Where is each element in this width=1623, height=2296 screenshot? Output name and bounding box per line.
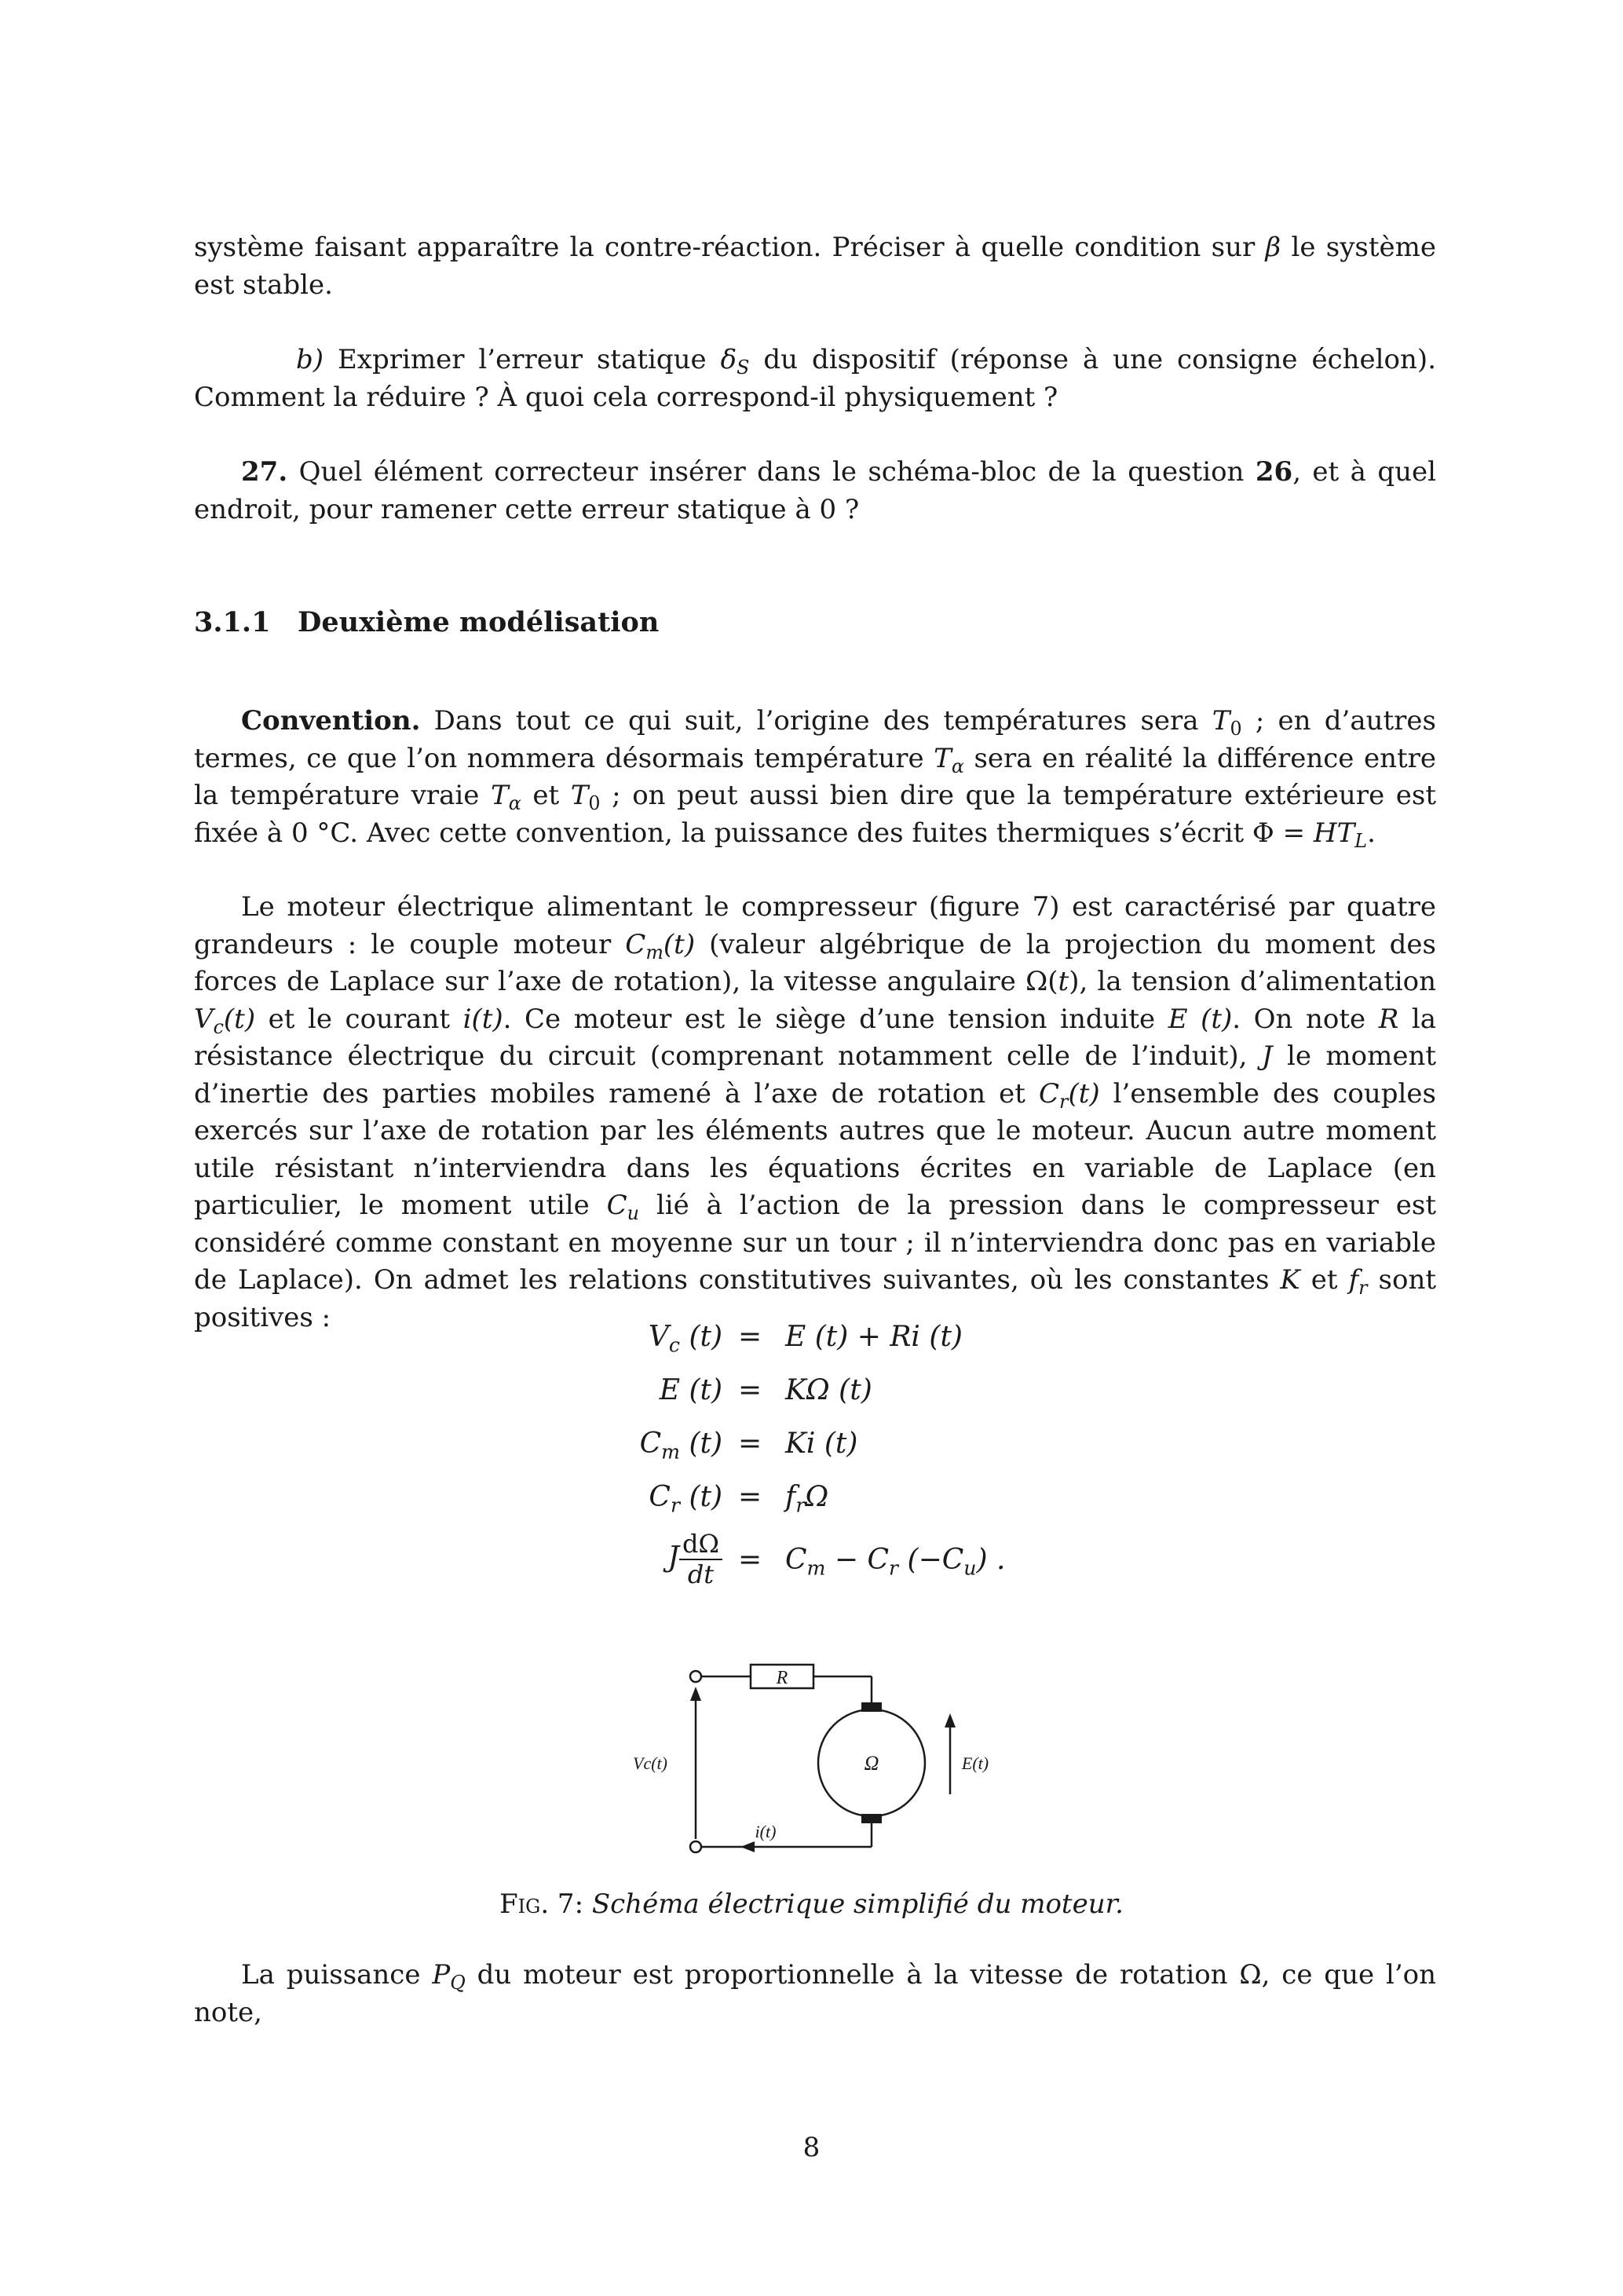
symbol: KΩ (t) <box>785 1374 872 1406</box>
symbol: (t) <box>223 1003 256 1035</box>
subscript: α <box>951 755 964 777</box>
emf-arrowhead <box>945 1713 956 1727</box>
terminal-top <box>690 1671 701 1682</box>
section-number: 3.1.1 <box>194 606 271 638</box>
motor-label: Ω <box>864 1752 879 1775</box>
brush-bottom <box>861 1814 882 1823</box>
text: Quel élément correcteur insérer dans le schéma-bloc de la question <box>287 456 1256 488</box>
text: , et à quel endroit, pour ramener cette erreur statique à 0 ? <box>194 456 1436 525</box>
subscript: r <box>889 1556 899 1580</box>
question-ref: 26 <box>1255 456 1293 488</box>
symbol: T <box>570 780 589 811</box>
symbol: C <box>639 1428 662 1460</box>
subscript: u <box>963 1556 977 1580</box>
symbol: HT <box>1313 817 1355 849</box>
symbol: t <box>1058 966 1069 997</box>
paragraph-stability <box>194 229 1436 304</box>
fraction-numerator: dΩ <box>679 1530 722 1560</box>
symbol: P <box>432 1959 451 1991</box>
symbol: (t) <box>680 1428 722 1460</box>
symbol: (t) <box>1187 1003 1233 1035</box>
current-label: i(t) <box>755 1822 777 1841</box>
subscript: m <box>645 941 663 963</box>
subscript: c <box>668 1333 680 1357</box>
subscript: r <box>670 1493 680 1517</box>
text: lié à l’action de la pression dans le compresseur est considéré comme constant en moyenne sur un tour ; il n’interviendra donc pas en variable de Laplace). On admet les relations constitutives suivantes, où les constantes <box>194 1190 1436 1296</box>
section-title: Deuxième modélisation <box>298 606 660 638</box>
text: Le moteur électrique alimentant le compresseur (figure 7) est caractérisé par quatre grandeurs : le couple moteur <box>194 891 1436 960</box>
symbol: (t) <box>680 1321 722 1353</box>
subscript: r <box>795 1493 806 1517</box>
symbol: T <box>491 780 509 811</box>
page-number: 8 <box>802 2132 821 2163</box>
motor-paragraph <box>194 889 1436 1336</box>
text: le système est stable. <box>194 232 1436 301</box>
symbol: C <box>1039 1077 1060 1110</box>
text: La puissance <box>241 1959 433 1991</box>
beta-symbol: β <box>1265 232 1281 263</box>
section-heading <box>194 606 659 638</box>
emf-label: E(t) <box>961 1753 989 1773</box>
symbol: C <box>649 1481 671 1513</box>
terminal-bottom <box>690 1841 701 1852</box>
symbol: ) . <box>976 1544 1006 1576</box>
text: sera en réalité la différence entre la température vraie <box>194 742 1436 811</box>
equals-sign: = <box>738 1428 762 1460</box>
subscript: m <box>806 1556 826 1580</box>
convention-paragraph <box>194 703 1436 852</box>
symbol: E <box>659 1374 680 1406</box>
text: et <box>1299 1264 1349 1296</box>
equals-sign: = <box>738 1374 762 1406</box>
text: ; on peut aussi bien dire que la température extérieure est fixée à 0 °C. Avec cette convention, la puissance des fuites thermiques s’écrit Φ = <box>194 780 1437 849</box>
symbol: (−C <box>898 1544 964 1576</box>
motor-circuit-diagram <box>612 1641 1021 1869</box>
voltage-label: Vc(t) <box>633 1753 667 1773</box>
equals-sign: = <box>738 1481 762 1513</box>
symbol: − C <box>825 1544 890 1576</box>
symbol: C <box>606 1190 627 1221</box>
text: système faisant apparaître la contre-réaction. Préciser à quelle condition sur <box>194 232 1266 263</box>
symbol: Ω <box>805 1481 829 1513</box>
text: la résistance électrique du circuit (comprenant notamment celle de l’induit), <box>194 1003 1436 1072</box>
symbol: (t) <box>663 928 696 960</box>
question-number: 27. <box>241 456 288 488</box>
text: . On note <box>1232 1003 1379 1035</box>
subscript: S <box>737 356 750 379</box>
text: ), la tension d’alimentation <box>1069 966 1436 997</box>
subscript: Q <box>450 1972 466 1994</box>
symbol: Ki (t) <box>785 1428 858 1460</box>
symbol: f <box>1348 1264 1359 1296</box>
subscript: c <box>213 1015 224 1038</box>
subscript: 0 <box>588 792 601 815</box>
text: Dans tout ce qui suit, l’origine des températures sera <box>420 705 1212 737</box>
text: sont positives : <box>194 1264 1437 1333</box>
text: Exprimer l’erreur statique <box>324 344 721 375</box>
subscript: r <box>1059 1090 1069 1113</box>
symbol: i(t) <box>462 1003 503 1035</box>
question-b <box>194 342 1436 416</box>
symbol: (t) <box>680 1481 722 1513</box>
text: . Ce moteur est le siège d’une tension induite <box>503 1003 1168 1035</box>
subscript: r <box>1358 1277 1368 1300</box>
delta-symbol: δ <box>720 344 737 375</box>
caption-prefix: Fig. 7: <box>499 1888 584 1920</box>
question-label: b) <box>296 344 324 375</box>
equals-sign: = <box>738 1544 762 1576</box>
symbol: J <box>1261 1040 1273 1072</box>
subscript: α <box>508 792 521 815</box>
text: du dispositif (réponse à une consigne échelon). Comment la réduire ? À quoi cela correspond-il physiquement ? <box>194 344 1436 413</box>
brush-top <box>861 1702 882 1712</box>
text: l’ensemble des couples exercés sur l’axe de rotation par les éléments autres que le moteur. Aucun autre moment utile résistant n’interviendra dans les équations écrites en variable de Laplace (en particulier, le moment utile <box>194 1077 1437 1221</box>
equals-sign: = <box>738 1321 762 1353</box>
subscript: L <box>1354 829 1368 852</box>
text: et <box>521 780 571 811</box>
text: (valeur algébrique de la projection du moment des forces de Laplace sur l’axe de rotation), la vitesse angulaire Ω( <box>194 928 1436 997</box>
symbol: (t) <box>1068 1077 1100 1110</box>
symbol: J <box>667 1541 679 1574</box>
symbol: T <box>934 742 952 774</box>
symbol: K <box>1280 1264 1300 1296</box>
text: du moteur est proportionnelle à la vitesse de rotation Ω, ce que l’on note, <box>194 1959 1436 2028</box>
figure-caption <box>0 1888 1623 1920</box>
symbol: V <box>194 1003 214 1035</box>
current-arrowhead <box>740 1841 755 1852</box>
caption-text: Schéma électrique simplifié du moteur. <box>591 1888 1124 1920</box>
fraction <box>679 1530 722 1589</box>
symbol: V <box>648 1321 669 1353</box>
text: et le courant <box>255 1003 463 1035</box>
subscript: u <box>627 1202 639 1225</box>
symbol: (t) <box>680 1374 722 1406</box>
power-paragraph <box>194 1957 1436 2031</box>
convention-label: Convention. <box>241 705 421 737</box>
question-27 <box>194 454 1436 528</box>
symbol: E <box>1168 1003 1188 1035</box>
symbol: E (t) + Ri (t) <box>785 1321 963 1353</box>
voltage-arrowhead <box>690 1687 701 1701</box>
resistor-label: R <box>776 1668 788 1688</box>
subscript: 0 <box>1230 718 1242 740</box>
text: . <box>1367 817 1376 849</box>
symbol: C <box>785 1544 807 1576</box>
text: le moment d’inertie des parties mobiles ramené à l’axe de rotation et <box>194 1040 1437 1110</box>
subscript: m <box>661 1440 680 1464</box>
symbol: R <box>1378 1003 1399 1035</box>
fraction-denominator: dt <box>687 1559 715 1589</box>
text: ; en d’autres termes, ce que l’on nommera désormais température <box>194 705 1436 774</box>
symbol: f <box>785 1481 796 1513</box>
symbol: T <box>1212 705 1230 737</box>
symbol: C <box>625 928 646 960</box>
